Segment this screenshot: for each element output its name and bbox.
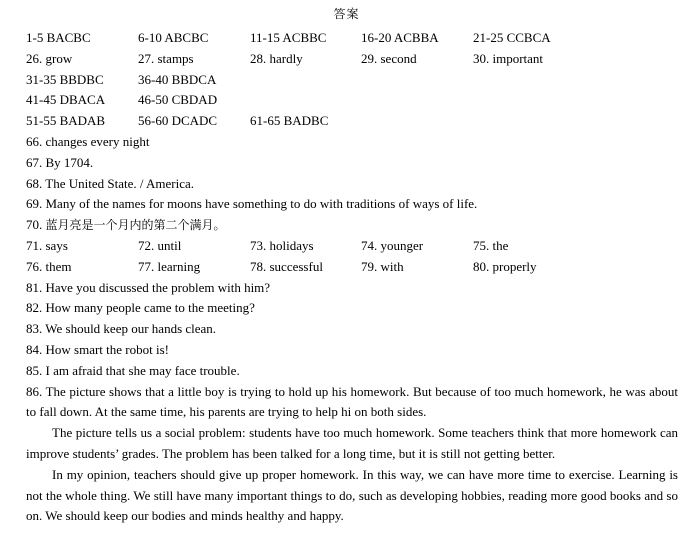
answer-cell: 72. until [138,237,182,253]
answer-line: 66. changes every night [26,133,150,149]
answer-cell: 77. learning [138,258,201,274]
answer-cell: 56-60 DCADC [138,113,218,129]
answer-cell: 79. with [361,258,404,274]
answer-line: 84. How smart the robot is! [26,341,169,357]
essay-paragraph: The picture tells us a social problem: students have too much homework. Some teachers think that more homework can improve students’ grades. The problem has been talked for a long time, but it is still not getting better. [26,425,678,461]
answer-cell: 46-50 CBDAD [138,92,218,108]
answer-cell: 61-65 BADBC [250,113,329,129]
answer-line: 69. Many of the names for moons have something to do with traditions of ways of life. [26,196,478,212]
answer-line: 81. Have you discussed the problem with him? [26,279,271,295]
answer-cell: 31-35 BBDBC [26,71,104,87]
answer-cell: 36-40 BBDCA [138,71,217,87]
answer-row [26,257,678,278]
answer-row [26,90,678,111]
answer-cell: 51-55 BADAB [26,113,106,129]
answer-cell: 78. successful [250,258,323,274]
answer-row [26,70,678,91]
answer-cell: 28. hardly [250,50,303,66]
answer-row [26,49,678,70]
page-title: 答案 [333,7,360,21]
answer-line: 85. I am afraid that she may face trouble. [26,362,240,378]
answer-line: 67. By 1704. [26,154,94,170]
answer-line: 68. The United State. / America. [26,175,194,191]
answer-row [26,28,678,49]
answer-content [26,28,678,527]
answer-cell: 6-10 ABCBC [138,30,209,45]
answer-cell: 80. properly [473,258,537,274]
answer-cell: 21-25 CCBCA [473,30,551,45]
answer-cell: 11-15 ACBBC [250,30,327,45]
answer-cell: 1-5 BACBC [26,30,91,45]
answer-cell: 29. second [361,50,417,66]
answer-number: 70. [26,217,43,233]
answer-cell: 16-20 ACBBA [361,30,439,45]
answer-row [26,111,678,132]
essay-paragraph: 86. The picture shows that a little boy is trying to hold up his homework. But because of too much homework, he was about to fall down. At the same time, his parents are trying to help hi on both sides. [26,383,678,420]
answer-cell: 26. grow [26,50,73,66]
answer-cell: 75. the [473,237,509,253]
answer-cell: 74. younger [361,237,424,253]
answer-cell: 41-45 DBACA [26,92,106,108]
answer-cell: 73. holidays [250,237,314,253]
answer-cell: 27. stamps [138,50,194,66]
answer-line: 82. How many people came to the meeting? [26,300,255,316]
answer-line: 83. We should keep our hands clean. [26,321,217,337]
answer-cell: 76. them [26,258,72,274]
answer-line-70 [26,215,678,236]
essay-paragraph: In my opinion, teachers should give up proper homework. In this way, we can have more time to exercise. Learning is not the whole thing. We still have many important things to do, such as developing hobbies, reading more good books and so on. We should keep our bodies and minds healthy and happy. [26,466,678,524]
answer-cell: 30. important [473,50,544,66]
answer-cell: 71. says [26,237,68,253]
answer-row [26,236,678,257]
chinese-translation: 蓝月亮是一个月内的第二个满月。 [45,218,226,233]
